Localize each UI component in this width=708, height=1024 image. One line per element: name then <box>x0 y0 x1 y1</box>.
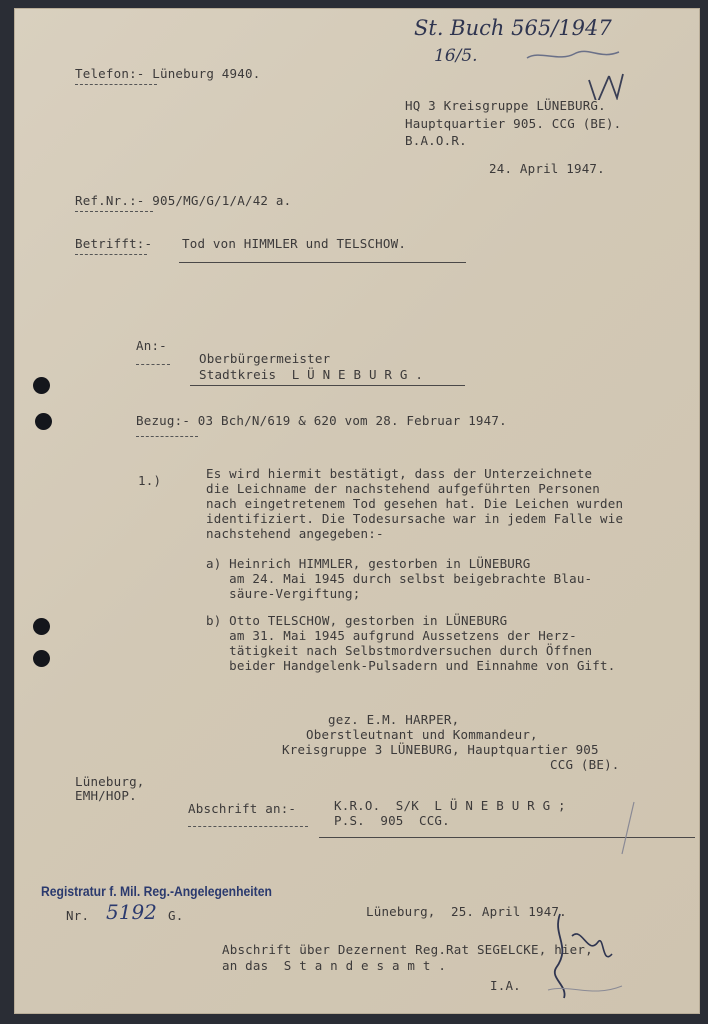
registry-stamp-line: Registratur f. Mil. Reg.-Angelegenheiten <box>41 884 272 899</box>
body-line-4: identifiziert. Die Todesursache war in jedem Falle wie <box>206 511 624 526</box>
place-line: Lüneburg, <box>75 774 145 789</box>
punch-hole-2 <box>35 413 52 430</box>
second-date: Lüneburg, 25. April 1947. <box>366 904 567 919</box>
item-b-line-4: beider Handgelenk-Pulsadern und Einnahme von Gift. <box>206 658 616 673</box>
body-line-5: nachstehend angegeben:- <box>206 526 384 541</box>
pencil-mark <box>614 798 644 858</box>
body-line-2: die Leichname der nachstehend aufgeführten Personen <box>206 481 601 496</box>
signature-line-1: gez. E.M. HARPER, <box>328 712 460 727</box>
bezug-line: Bezug:- 03 Bch/N/619 & 620 vom 28. Februar 1947. <box>136 413 507 428</box>
recipient-rule <box>190 385 465 386</box>
abschrift-line-1: K.R.O. S/K L Ü N E B U R G ; <box>334 798 566 813</box>
letter-date: 24. April 1947. <box>489 161 605 176</box>
item-a-line-2: am 24. Mai 1945 durch selbst beigebrachte Blau- <box>206 571 593 586</box>
reference-number: Ref.Nr.:- 905/MG/G/1/A/42 a. <box>75 193 292 208</box>
ia-line: I.A. <box>490 978 521 993</box>
betrifft-text: Tod von HIMMLER und TELSCHOW. <box>182 236 407 251</box>
item-b-line-3: tätigkeit nach Selbstmordversuchen durch Öffnen <box>206 643 593 658</box>
item-a-line-3: säure-Vergiftung; <box>206 586 361 601</box>
bezug-underline <box>136 436 198 437</box>
stamp-nr-label: Nr. <box>66 908 90 923</box>
punch-hole-4 <box>33 650 50 667</box>
handwritten-initials <box>519 40 639 100</box>
body-line-3: nach eingetretenem Tod gesehen hat. Die Leichen wurden <box>206 496 624 511</box>
abschrift-label: Abschrift an:- <box>188 801 297 816</box>
signature-line-2: Oberstleutnant und Kommandeur, <box>306 727 538 742</box>
document-page <box>14 8 700 1014</box>
stamp-suffix: G. <box>168 908 184 923</box>
item-b-line-2: am 31. Mai 1945 aufgrund Aussetzens der Herz- <box>206 628 577 643</box>
abschrift2-line-2: an das S t a n d e s a m t . <box>222 958 447 973</box>
hq-line-1: HQ 3 Kreisgruppe LÜNEBURG. <box>405 98 606 113</box>
betrifft-underline <box>75 254 147 255</box>
handwritten-reference: St. Buch 565/1947 <box>414 16 612 40</box>
handwritten-date: 16/5. <box>434 46 478 66</box>
abschrift-underline <box>188 826 308 827</box>
body-line-1: Es wird hiermit bestätigt, dass der Unterzeichnete <box>206 466 593 481</box>
paragraph-number: 1.) <box>138 473 162 488</box>
signature-line-4: CCG (BE). <box>550 757 620 772</box>
stamp-number: 5192 <box>106 900 157 924</box>
item-a-line-1: a) Heinrich HIMMLER, gestorben in LÜNEBURG <box>206 556 531 571</box>
hq-line-2: Hauptquartier 905. CCG (BE). <box>405 116 622 131</box>
betrifft-label: Betrifft:- <box>75 236 153 251</box>
punch-hole-1 <box>33 377 50 394</box>
initials-line: EMH/HOP. <box>75 788 137 803</box>
abschrift2-line-1: Abschrift über Dezernent Reg.Rat SEGELCKE, hier, <box>222 942 593 957</box>
telefon-line: Telefon:- Lüneburg 4940. <box>75 66 261 81</box>
signature-line-3: Kreisgruppe 3 LÜNEBURG, Hauptquartier 905 <box>282 742 599 757</box>
ref-underline <box>75 211 153 212</box>
punch-hole-3 <box>33 618 50 635</box>
hq-line-3: B.A.O.R. <box>405 133 467 148</box>
an-underline <box>136 364 170 365</box>
item-b-line-1: b) Otto TELSCHOW, gestorben in LÜNEBURG <box>206 613 508 628</box>
betrifft-rule <box>179 262 466 263</box>
abschrift-line-2: P.S. 905 CCG. <box>334 813 450 828</box>
recipient-line-1: Oberbürgermeister <box>199 351 331 366</box>
recipient-line-2: Stadtkreis L Ü N E B U R G . <box>199 367 424 382</box>
handwritten-signature <box>542 906 632 1006</box>
an-label: An:- <box>136 338 167 353</box>
telefon-underline <box>75 84 157 85</box>
